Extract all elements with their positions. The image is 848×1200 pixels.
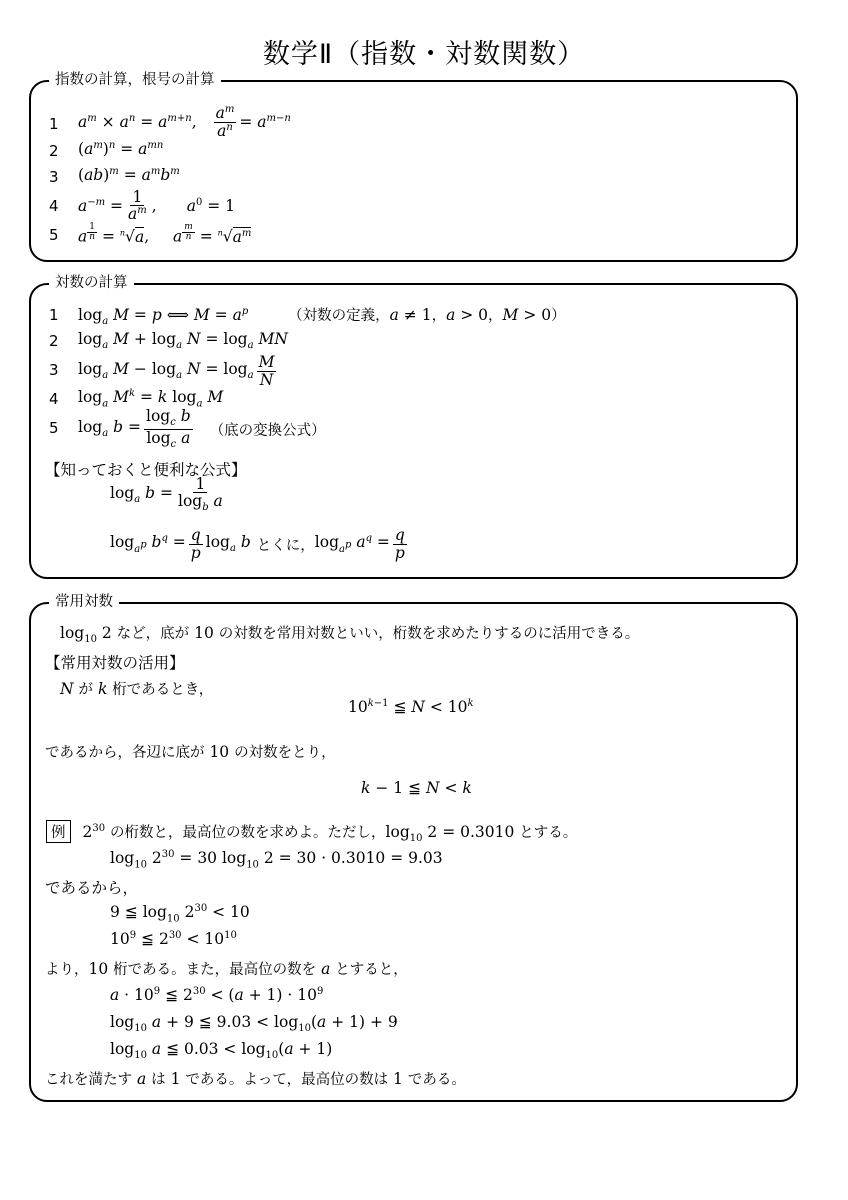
common-log-intro: $\log_{10} 2$ など，底が 10 の対数を常用対数といい，桁数を求めたりするのに活用できる。 [60,624,640,646]
page-title: 数学Ⅱ（指数・対数関数） [262,39,586,70]
common-log-label: 常用対数 [49,592,119,612]
exponent-rule-2: $(a^m)^n = a^{mn}$ [78,140,164,159]
take-log-text: であるから，各辺に底が 10 の対数をとり， [45,743,336,761]
rule-number: 2 [49,332,59,350]
digits-inequality: $10^{k-1}$ ≦ $N < 10^k$ [348,698,474,717]
exponent-rule-3: $(ab)^m = a^mb^m$ [78,166,180,185]
example-question: 例 $2^{30}$ の桁数と，最高位の数を求めよ。ただし，$\log_{10} 2 = 0.3010$ とする。 [46,820,577,844]
example-step-6: $\log_{10} a$ ≦ $0.03 < \log_{10}(a + 1)$ [110,1040,333,1062]
log-rule-2: $\log_a M + \log_a N = \log_a$ MN [78,330,288,352]
exponent-rule-4: $a^{-m}$ = $\frac{1}{a^m}$ , $a^0 = 1$ [78,188,236,224]
rule-number: 4 [49,197,59,215]
logarithm-rules-label: 対数の計算 [49,273,134,293]
base-change-note: （底の変換公式） [209,422,326,439]
example-step-5: $\log_{10} a + 9$ ≦ $9.03 < \log_{10}(a + 1) + 9$ [110,1013,398,1035]
rule-number: 1 [49,115,59,133]
conclusion-text: より，10 桁である。また，最高位の数を a とすると， [45,960,408,978]
useful-formulas-heading: 【知っておくと便利な公式】 [45,461,247,479]
example-tag: 例 [46,820,71,843]
log-inequality: k − 1 ≦ N < k [361,779,472,797]
digits-condition: N が k 桁であるとき， [60,680,214,698]
useful-formula-1: $\log_a b$ = $\frac{1}{\log_b a}$ [110,475,223,514]
example-step-3: $10^9$ ≦ $2^{30} < 10^{10}$ [110,930,237,949]
exponent-rule-5: a $^{\frac{1}{n}}$ = $^n$√a, a $^{\frac{m}{n}}$ = $^n√a^m$ [78,222,252,246]
definition-note: （対数の定義， [288,308,390,324]
rule-number: 1 [49,306,59,324]
rule-number: 3 [49,361,59,379]
rule-number: 5 [49,419,59,437]
rule-number: 3 [49,168,59,186]
rule-number: 4 [49,390,59,408]
example-step-1: $\log_{10} 2^{30} = 30$ $\log_{10} 2 = 30 \cdot 0.3010 = 9.03$ [110,849,443,871]
because-text: であるから， [45,879,139,897]
useful-formula-2: $\log_{a^p} b^q$ = $\frac{q}{p}$ $\log_a b$ とくに， $\log_{a^p} a^q$ = $\frac{q}{p}$ [110,526,405,562]
rule-number: 5 [49,226,59,244]
log-rule-5: $\log_a b$ = $\frac{\log_c b}{\log_c a}$ （底の変換公式） [78,406,326,450]
usage-heading: 【常用対数の活用】 [45,654,185,672]
exponent-rules-label: 指数の計算，根号の計算 [49,70,221,90]
log-rule-1: $\log_a M = p$ ⟺ $M = a^p$ （対数の定義，a ≠ 1，a > 0，M > 0） [78,305,566,328]
final-answer: これを満たす a は 1 である。よって，最高位の数は 1 である。 [45,1070,466,1088]
example-step-4: $a \cdot 10^9$ ≦ $2^{30} < (a + 1) \cdot 10^9$ [110,986,324,1005]
exponent-rule-1: $a^m \times a^n = a^{m+n}$, $\frac{a^m}{a^n}$ = $a^{m-n}$ [78,104,291,140]
rule-number: 2 [49,142,59,160]
log-rule-3: $\log_a M - \log_a N = \log_a$ $\frac{M}{N}$ [78,353,275,389]
example-step-2: 9 ≦ $\log_{10} 2^{30} < 10$ [110,903,250,925]
log-rule-4: $\log_a M^k = k$ $\log_a M$ [78,388,224,410]
